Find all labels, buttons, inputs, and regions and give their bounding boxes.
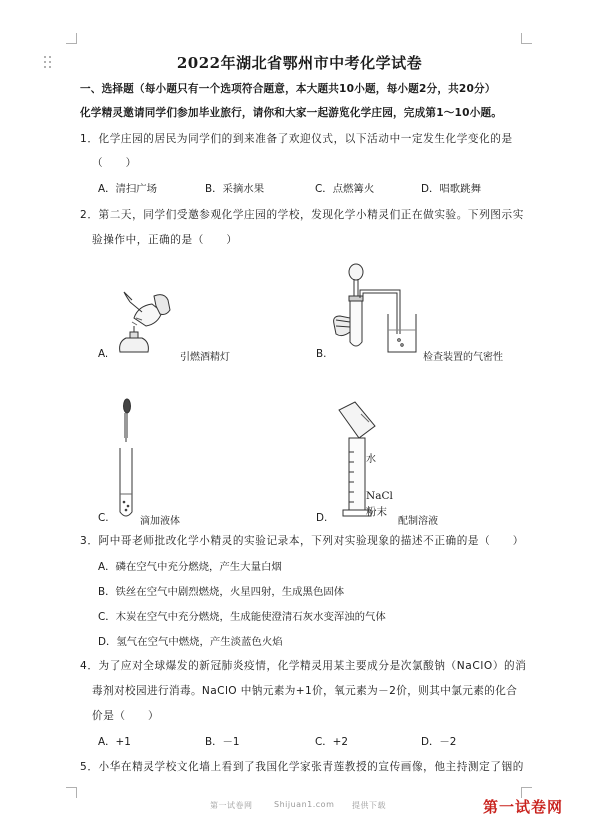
section-intro: 化学精灵邀请同学们参加毕业旅行，请你和大家一起游览化学庄园，完成第1～10小题。 (80, 107, 503, 119)
margin-mark-top-left (66, 33, 77, 44)
q3-option-d: D．氢气在空气中燃烧，产生淡蓝色火焰 (98, 636, 283, 648)
q1-option-a: A．清扫广场 (98, 183, 158, 195)
q3-option-a: A．磷在空气中充分燃烧，产生大量白烟 (98, 561, 282, 573)
question-2-line-1: 2．第二天，同学们受邀参观化学庄园的学校，发现化学小精灵们正在做实验。下列图示实 (80, 209, 524, 221)
question-3-line-1: 3．阿中哥老师批改化学小精灵的实验记录本，下列对实验现象的描述不正确的是（ ） (80, 535, 524, 547)
figure-c-dropper (110, 398, 140, 520)
margin-mark-top-right (521, 33, 532, 44)
q1-option-c: C．点燃篝火 (315, 183, 375, 195)
q3-option-c: C．木炭在空气中充分燃烧，生成能使澄清石灰水变浑浊的气体 (98, 611, 386, 623)
margin-mark-bottom-left (66, 787, 77, 798)
question-4-line-1: 4．为了应对全球爆发的新冠肺炎疫情，化学精灵用某主要成分是次氯酸钠（NaClO）的消 (80, 660, 527, 672)
question-4-line-3: 价是（ ） (92, 710, 160, 722)
figure-d-powder-label: 粉末 (366, 506, 387, 518)
footer-left: 第一试卷网 (210, 801, 253, 810)
figure-a-alcohol-lamp (112, 288, 172, 358)
section-heading: 一、选择题（每小题只有一个选项符合题意，本大题共10小题，每小题2分，共20分） (80, 83, 496, 95)
figure-b-airtightness-check (330, 258, 420, 358)
q2-option-b: B. (316, 348, 327, 360)
footer-mid: Shijuan1.com (274, 800, 335, 809)
q4-option-b: B．－1 (205, 736, 240, 748)
q1-option-d: D．唱歌跳舞 (421, 183, 481, 195)
q2-caption-d: 配制溶液 (398, 516, 438, 527)
figure-d-nacl-label: NaCl (366, 490, 393, 502)
q4-option-a: A．+1 (98, 736, 131, 748)
q2-caption-c: 滴加液体 (140, 516, 180, 527)
page-title: 2022年湖北省鄂州市中考化学试卷 (176, 54, 423, 72)
question-4-line-2: 毒剂对校园进行消毒。NaClO 中钠元素为+1价，氧元素为－2价，则其中氯元素的化合 (92, 685, 518, 697)
figure-d-water-label: 水 (366, 454, 376, 465)
q3-option-b: B．铁丝在空气中剧烈燃烧，火星四射，生成黑色固体 (98, 586, 345, 598)
question-1-line-1: 1．化学庄园的居民为同学们的到来准备了欢迎仪式，以下活动中一定发生化学变化的是 (80, 133, 513, 145)
q4-option-d: D．－2 (421, 736, 457, 748)
q2-option-a: A. (98, 348, 109, 360)
q1-option-b: B．采摘水果 (205, 183, 265, 195)
q4-option-c: C．+2 (315, 736, 348, 748)
q2-caption-b: 检查装置的气密性 (423, 352, 503, 363)
q2-option-c: C. (98, 512, 109, 524)
q2-option-d: D. (316, 512, 328, 524)
question-5-line-1: 5．小华在精灵学校文化墙上看到了我国化学家张青莲教授的宣传画像，他主持测定了铟的 (80, 761, 524, 773)
q2-caption-a: 引燃酒精灯 (180, 352, 230, 363)
question-1-line-2: （ ） (92, 157, 137, 169)
footer-right: 提供下载 (352, 801, 386, 810)
question-2-line-2: 验操作中，正确的是（ ） (92, 234, 238, 246)
brand-watermark: 第一试卷网 (483, 798, 564, 816)
